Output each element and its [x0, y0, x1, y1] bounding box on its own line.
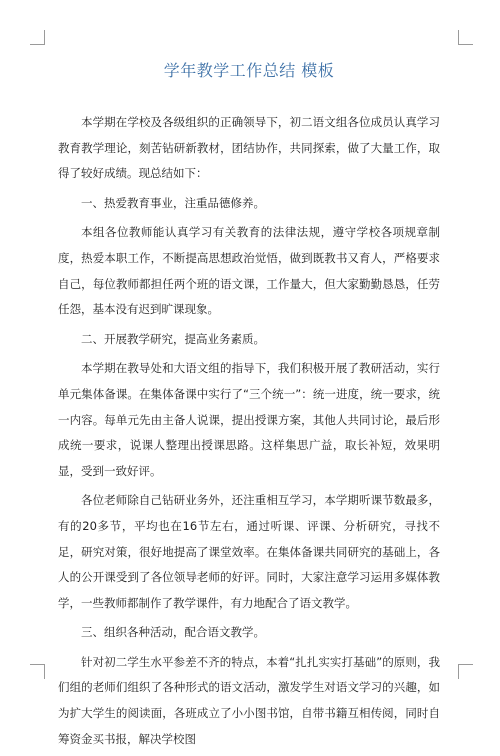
crop-mark-bottom-left: [30, 664, 45, 679]
section-heading-1: 一、热爱教育事业，注重品德修养。: [81, 195, 265, 210]
section-heading-2: 二、开展教学研究，提高业务素质。: [81, 331, 265, 346]
document-page: [58, 60, 440, 756]
section-2-paragraph-2: 各位老师除自己钻研业务外，还注重相互学习，本学期听课节数最多，有的20多节，平均也在16节左右，通过听课、评课、分析研究，寻找不足，研究对策，很好地提高了课堂效率。在集体备课共同研究的基础上，各人的公开课受到了各位领导老师的好评。同时，大家注意学习运用多媒体教学，一些教师都制作了教学课件，有力地配合了语文教学。: [58, 493, 440, 610]
intro-paragraph: 本学期在学校及各级组织的正确领导下，初二语文组各位成员认真学习教育教学理论，刻苦钻研新教材，团结协作，共同探索，做了大量工作，取得了较好成绩。现总结如下：: [58, 115, 440, 181]
section-heading-3: 三、组织各种活动，配合语文教学。: [81, 625, 265, 640]
crop-mark-bottom-right: [458, 664, 473, 679]
crop-mark-top-right: [458, 30, 473, 45]
section-3-paragraph: 针对初二学生水平参差不齐的特点，本着“扎扎实实打基础”的原则，我们组的老师们组织了各种形式的语文活动，激发学生对语文学习的兴趣，如为扩大学生的阅读面，各班成立了小小图书馆，自带书籍互相传阅，同时自筹资金买书报，解决学校图: [58, 654, 440, 746]
crop-mark-top-left: [30, 30, 45, 45]
section-2-paragraph-1: 本学期在教导处和大语文组的指导下，我们积极开展了教研活动，实行单元集体备课。在集体备课中实行了“三个统一”：统一进度，统一要求，统一内容。每单元先由主备人说课，提出授课方案，其他人共同讨论，最后形成统一要求，说课人整理出授课思路。这样集思广益，取长补短，效果明显，受到一致好评。: [58, 361, 440, 478]
section-1-paragraph: 本组各位教师能认真学习有关教育的法律法规，遵守学校各项规章制度，热爱本职工作，不断提高思想政治觉悟，做到既教书又育人，严格要求自己，每位教师都担任两个班的语文课，工作量大，但大家勤勤恳恳，任劳任怨，基本没有迟到旷课现象。: [58, 225, 440, 317]
document-title: 学年教学工作总结 模板: [163, 61, 335, 80]
